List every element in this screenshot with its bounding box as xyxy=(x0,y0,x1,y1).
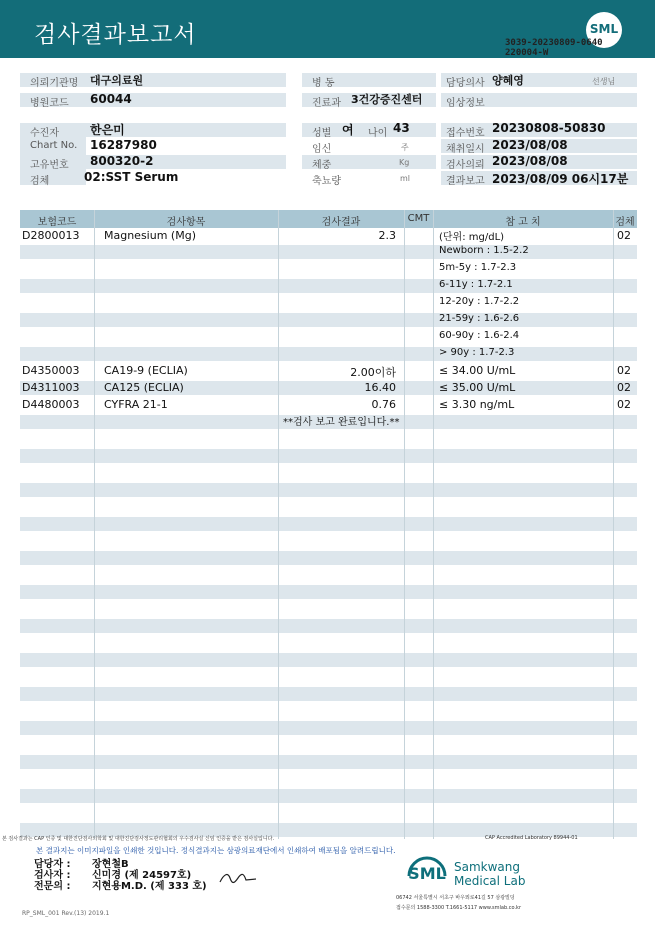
table-row-stripe xyxy=(20,483,637,497)
barcode-number: 3039-20230809-0640 xyxy=(505,38,603,48)
specialist-label: 전문의 : xyxy=(34,881,71,892)
row-item: CA125 (ECLIA) xyxy=(104,381,184,394)
ref-line: ≤ 34.00 U/mL xyxy=(439,364,516,377)
cap-accreditation: CAP Accredited Laboratory 89944-01 xyxy=(485,835,578,841)
specimen-label: 검체 xyxy=(30,176,50,187)
table-row-stripe xyxy=(20,755,637,769)
specialist-value: 지현용M.D. (제 333 호) xyxy=(92,881,207,892)
table-row-stripe xyxy=(20,347,637,361)
row-specimen: 02 xyxy=(617,364,631,377)
company-name-line1: Samkwang xyxy=(454,860,520,874)
company-contact: 접수문의 1588-3300 T.1661-5117 www.smlab.co.kr xyxy=(396,905,521,911)
pregnancy-label: 임신 xyxy=(312,144,332,155)
specimen-value: 02:SST Serum xyxy=(84,170,179,184)
accreditation-notice: 본 검사결과는 CAP 인증 및 대한진단검사의학회 및 대한진단검사정도관리협회의 우수검사실 신임 인증을 받은 검사실입니다. xyxy=(2,836,275,842)
row-specimen: 02 xyxy=(617,381,631,394)
row-specimen: 02 xyxy=(617,398,631,411)
company-name-line2: Medical Lab xyxy=(454,874,526,888)
sex-value: 여 xyxy=(342,123,354,137)
request-label: 검사의뢰 xyxy=(446,160,485,171)
row-item: CYFRA 21-1 xyxy=(104,398,168,411)
receipt-label: 접수번호 xyxy=(446,128,485,139)
examiner-label: 검사자 : xyxy=(34,870,71,881)
barcode-suffix: 220004-W xyxy=(505,48,549,58)
receipt-value: 20230808-50830 xyxy=(492,121,606,135)
examiner-value: 신미경 (제 24597호) xyxy=(92,870,192,881)
header-item: 검사항목 xyxy=(166,217,206,228)
doctor-value: 양혜영 xyxy=(492,74,524,87)
ref-line: Newborn : 1.5-2.2 xyxy=(439,245,529,256)
results-table-header xyxy=(20,210,637,228)
id-label: 고유번호 xyxy=(30,160,69,171)
table-row-stripe xyxy=(20,313,637,327)
row-result: 16.40 xyxy=(364,381,396,394)
row-item: Magnesium (Mg) xyxy=(104,229,196,242)
report-value: 2023/08/09 06시17분 xyxy=(492,172,629,186)
row-result: 0.76 xyxy=(371,398,396,411)
company-logo-icon: SML xyxy=(405,856,449,888)
table-row-stripe xyxy=(20,789,637,803)
chart-label: Chart No. xyxy=(30,140,78,151)
ref-line: 60-90y : 1.6-2.4 xyxy=(439,330,520,341)
report-label: 결과보고 xyxy=(446,176,485,187)
manager-value: 장현철B xyxy=(92,859,129,870)
urine-label: 축뇨량 xyxy=(312,176,341,187)
header-code: 보험코드 xyxy=(37,217,77,228)
company-address: 06742 서울특별시 서초구 바우뫼로41길 57 삼광빌딩 xyxy=(396,895,515,901)
patient-label: 수진자 xyxy=(30,128,59,139)
table-row-stripe xyxy=(20,619,637,633)
table-row-stripe xyxy=(20,279,637,293)
ref-line: 5m-5y : 1.7-2.3 xyxy=(439,262,517,273)
collect-label: 채취일시 xyxy=(446,144,485,155)
row-code: D2800013 xyxy=(22,229,80,242)
manager-label: 담당자 : xyxy=(34,859,71,870)
ref-line: ≤ 3.30 ng/mL xyxy=(439,398,515,411)
table-row-stripe xyxy=(20,687,637,701)
header-result: 검사결과 xyxy=(321,217,361,228)
ref-line: (단위: mg/dL) xyxy=(439,232,505,243)
document-title: 검사결과보고서 xyxy=(34,22,197,48)
row-item: CA19-9 (ECLIA) xyxy=(104,364,188,377)
request-value: 2023/08/08 xyxy=(492,154,568,168)
table-row-stripe xyxy=(20,585,637,599)
institution-value: 대구의료원 xyxy=(90,74,144,87)
table-row-stripe xyxy=(20,653,637,667)
header-cmt: CMT xyxy=(407,213,430,224)
report-complete-message: **검사 보고 완료입니다.** xyxy=(283,417,400,428)
ref-line: ≤ 35.00 U/mL xyxy=(439,381,516,394)
id-value: 800320-2 xyxy=(90,154,154,168)
row-code: D4311003 xyxy=(22,381,80,394)
table-row-stripe xyxy=(20,245,637,259)
doctor-label: 담당의사 xyxy=(446,78,485,89)
table-row-stripe xyxy=(20,551,637,565)
header-ref: 참 고 치 xyxy=(505,217,541,228)
row-code: D4350003 xyxy=(22,364,80,377)
row-code: D4480003 xyxy=(22,398,80,411)
age-label: 나이 xyxy=(368,128,388,139)
table-row-stripe xyxy=(20,721,637,735)
doctor-suffix: 선생님 xyxy=(592,77,616,86)
row-result: 2.00이하 xyxy=(350,366,396,379)
sml-logo-icon: SML xyxy=(586,12,622,48)
dept-value: 3건강증진센터 xyxy=(351,93,423,106)
form-id: RP_SML_001 Rev.(13) 2019.1 xyxy=(22,910,110,917)
institution-label: 의뢰기관명 xyxy=(30,78,79,89)
table-row-stripe xyxy=(20,517,637,531)
ref-line: 6-11y : 1.7-2.1 xyxy=(439,279,513,290)
signature-icon xyxy=(218,870,258,886)
row-specimen: 02 xyxy=(617,229,631,242)
chart-value: 16287980 xyxy=(90,138,157,152)
hospital-code-value: 60044 xyxy=(90,92,132,106)
table-row-stripe xyxy=(20,449,637,463)
row-result: 2.3 xyxy=(378,229,396,242)
clinical-label: 임상정보 xyxy=(446,98,485,109)
pregnancy-unit: 주 xyxy=(401,143,409,152)
ref-line: > 90y : 1.7-2.3 xyxy=(439,347,515,358)
patient-value: 한은미 xyxy=(90,123,125,137)
sex-label: 성별 xyxy=(312,128,332,139)
weight-label: 체중 xyxy=(312,160,332,171)
urine-unit: ml xyxy=(400,174,411,183)
hospital-code-label: 병원코드 xyxy=(30,98,69,109)
print-notice: 본 결과지는 이미지파일을 인쇄한 것입니다. 정식결과지는 삼광의료재단에서 인쇄하여 배포됨을 알려드립니다. xyxy=(36,846,396,855)
report-header xyxy=(0,0,655,58)
ref-line: 21-59y : 1.6-2.6 xyxy=(439,313,520,324)
age-value: 43 xyxy=(393,121,410,135)
ward-label: 병 동 xyxy=(312,78,335,89)
header-specimen: 검체 xyxy=(615,217,635,228)
ref-line: 12-20y : 1.7-2.2 xyxy=(439,296,520,307)
dept-label: 진료과 xyxy=(312,98,341,109)
weight-unit: Kg xyxy=(399,158,410,167)
collect-value: 2023/08/08 xyxy=(492,138,568,152)
